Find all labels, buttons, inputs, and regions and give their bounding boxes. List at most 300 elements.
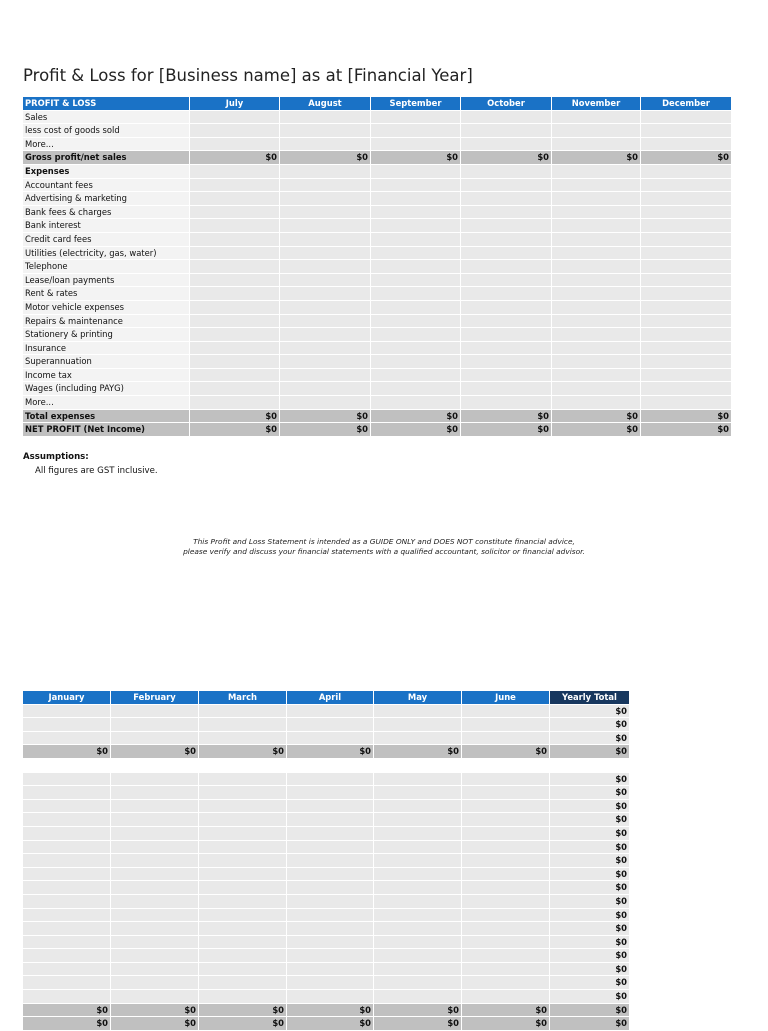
value-cell[interactable]: $0 [462, 745, 550, 759]
month-header: November [552, 97, 641, 111]
value-cell[interactable] [641, 328, 732, 342]
value-cell[interactable] [552, 137, 641, 151]
value-cell[interactable] [280, 110, 371, 124]
value-cell[interactable]: $0 [461, 409, 552, 423]
value-cell[interactable] [190, 328, 280, 342]
value-cell[interactable]: $0 [371, 151, 461, 165]
value-cell[interactable] [462, 772, 550, 786]
value-cell[interactable] [23, 949, 111, 963]
value-cell[interactable] [190, 382, 280, 396]
value-cell[interactable] [552, 382, 641, 396]
value-cell[interactable] [280, 355, 371, 369]
value-cell[interactable] [641, 164, 732, 178]
value-cell[interactable] [23, 731, 111, 745]
value-cell[interactable]: $0 [371, 423, 461, 437]
value-cell[interactable] [462, 854, 550, 868]
value-cell[interactable]: $0 [190, 423, 280, 437]
value-cell[interactable] [552, 260, 641, 274]
value-cell[interactable]: $0 [287, 745, 374, 759]
value-cell[interactable]: $0 [190, 409, 280, 423]
value-cell[interactable] [190, 300, 280, 314]
value-cell[interactable] [287, 799, 374, 813]
table-row [23, 260, 732, 274]
value-cell[interactable] [552, 246, 641, 260]
value-cell[interactable] [199, 894, 287, 908]
value-cell[interactable] [462, 935, 550, 949]
table-row [23, 908, 630, 922]
value-cell[interactable] [23, 881, 111, 895]
value-cell[interactable] [462, 908, 550, 922]
value-cell[interactable]: $0 [461, 423, 552, 437]
value-cell[interactable] [371, 341, 461, 355]
value-cell[interactable] [111, 786, 199, 800]
value-cell[interactable] [111, 962, 199, 976]
value-cell[interactable] [280, 273, 371, 287]
value-cell[interactable] [461, 314, 552, 328]
value-cell[interactable]: $0 [199, 1017, 287, 1031]
value-cell[interactable] [461, 110, 552, 124]
value-cell[interactable] [374, 935, 462, 949]
value-cell[interactable] [287, 990, 374, 1004]
value-cell[interactable] [461, 192, 552, 206]
value-cell[interactable] [552, 368, 641, 382]
value-cell[interactable] [371, 192, 461, 206]
value-cell[interactable] [280, 382, 371, 396]
month-header: April [287, 691, 374, 705]
value-cell[interactable] [552, 396, 641, 410]
value-cell[interactable]: $0 [287, 1003, 374, 1017]
value-cell[interactable] [461, 300, 552, 314]
value-cell[interactable] [199, 772, 287, 786]
value-cell[interactable] [374, 990, 462, 1004]
value-cell[interactable] [371, 178, 461, 192]
value-cell[interactable]: $0 [111, 1003, 199, 1017]
value-cell[interactable] [111, 935, 199, 949]
value-cell[interactable] [199, 922, 287, 936]
value-cell[interactable] [461, 205, 552, 219]
value-cell[interactable] [287, 922, 374, 936]
value-cell[interactable] [371, 300, 461, 314]
value-cell[interactable] [280, 164, 371, 178]
value-cell[interactable] [371, 260, 461, 274]
value-cell[interactable] [280, 192, 371, 206]
value-cell[interactable] [461, 164, 552, 178]
value-cell[interactable]: $0 [461, 151, 552, 165]
value-cell[interactable] [23, 922, 111, 936]
value-cell[interactable] [461, 137, 552, 151]
value-cell[interactable] [199, 840, 287, 854]
yearly-total-cell [550, 758, 630, 772]
value-cell[interactable] [287, 881, 374, 895]
value-cell[interactable] [371, 328, 461, 342]
value-cell[interactable]: $0 [111, 745, 199, 759]
value-cell[interactable] [23, 786, 111, 800]
value-cell[interactable] [23, 840, 111, 854]
value-cell[interactable] [190, 164, 280, 178]
value-cell[interactable]: $0 [641, 151, 732, 165]
yearly-total-cell: $0 [550, 813, 630, 827]
value-cell[interactable] [199, 704, 287, 718]
value-cell[interactable] [641, 192, 732, 206]
value-cell[interactable] [287, 704, 374, 718]
value-cell[interactable] [199, 731, 287, 745]
value-cell[interactable] [23, 894, 111, 908]
value-cell[interactable] [641, 232, 732, 246]
value-cell[interactable] [23, 990, 111, 1004]
table-header-row [23, 691, 630, 705]
value-cell[interactable] [199, 990, 287, 1004]
value-cell[interactable] [371, 219, 461, 233]
value-cell[interactable] [280, 124, 371, 138]
value-cell[interactable] [111, 772, 199, 786]
value-cell[interactable] [641, 110, 732, 124]
value-cell[interactable] [280, 328, 371, 342]
value-cell[interactable] [199, 799, 287, 813]
value-cell[interactable] [462, 990, 550, 1004]
value-cell[interactable] [190, 219, 280, 233]
value-cell[interactable] [287, 731, 374, 745]
value-cell[interactable] [280, 368, 371, 382]
value-cell[interactable] [190, 368, 280, 382]
value-cell[interactable] [552, 355, 641, 369]
value-cell[interactable] [371, 164, 461, 178]
value-cell[interactable]: $0 [23, 1003, 111, 1017]
value-cell[interactable] [461, 219, 552, 233]
value-cell[interactable] [641, 246, 732, 260]
value-cell[interactable] [111, 731, 199, 745]
value-cell[interactable] [190, 124, 280, 138]
value-cell[interactable] [461, 273, 552, 287]
value-cell[interactable] [641, 178, 732, 192]
value-cell[interactable]: $0 [374, 1017, 462, 1031]
value-cell[interactable]: $0 [287, 1017, 374, 1031]
value-cell[interactable] [287, 758, 374, 772]
value-cell[interactable]: $0 [552, 409, 641, 423]
value-cell[interactable] [371, 382, 461, 396]
value-cell[interactable] [462, 786, 550, 800]
value-cell[interactable] [199, 949, 287, 963]
value-cell[interactable] [190, 273, 280, 287]
value-cell[interactable] [461, 368, 552, 382]
value-cell[interactable]: $0 [190, 151, 280, 165]
value-cell[interactable] [23, 867, 111, 881]
value-cell[interactable] [199, 854, 287, 868]
value-cell[interactable] [287, 935, 374, 949]
value-cell[interactable] [374, 813, 462, 827]
value-cell[interactable] [111, 881, 199, 895]
value-cell[interactable] [199, 826, 287, 840]
value-cell[interactable] [111, 718, 199, 732]
value-cell[interactable] [280, 232, 371, 246]
value-cell[interactable] [374, 731, 462, 745]
value-cell[interactable] [461, 124, 552, 138]
value-cell[interactable] [461, 178, 552, 192]
value-cell[interactable] [111, 704, 199, 718]
value-cell[interactable]: $0 [111, 1017, 199, 1031]
value-cell[interactable] [641, 355, 732, 369]
value-cell[interactable] [462, 867, 550, 881]
value-cell[interactable] [641, 314, 732, 328]
value-cell[interactable] [462, 813, 550, 827]
value-cell[interactable] [461, 287, 552, 301]
value-cell[interactable] [190, 314, 280, 328]
value-cell[interactable] [111, 976, 199, 990]
value-cell[interactable] [371, 232, 461, 246]
value-cell[interactable] [111, 922, 199, 936]
value-cell[interactable] [371, 355, 461, 369]
value-cell[interactable] [287, 867, 374, 881]
value-cell[interactable] [287, 813, 374, 827]
value-cell[interactable] [23, 718, 111, 732]
value-cell[interactable] [374, 772, 462, 786]
value-cell[interactable] [199, 935, 287, 949]
value-cell[interactable] [374, 867, 462, 881]
value-cell[interactable] [111, 894, 199, 908]
value-cell[interactable] [111, 840, 199, 854]
value-cell[interactable] [462, 962, 550, 976]
value-cell[interactable] [287, 786, 374, 800]
value-cell[interactable] [462, 731, 550, 745]
value-cell[interactable] [371, 124, 461, 138]
value-cell[interactable] [552, 287, 641, 301]
value-cell[interactable] [371, 287, 461, 301]
value-cell[interactable] [371, 205, 461, 219]
value-cell[interactable] [641, 219, 732, 233]
value-cell[interactable] [462, 718, 550, 732]
value-cell[interactable] [374, 962, 462, 976]
value-cell[interactable]: $0 [23, 745, 111, 759]
value-cell[interactable] [371, 314, 461, 328]
value-cell[interactable] [111, 813, 199, 827]
value-cell[interactable] [287, 772, 374, 786]
value-cell[interactable] [462, 758, 550, 772]
value-cell[interactable] [280, 396, 371, 410]
value-cell[interactable] [280, 341, 371, 355]
table-row [23, 219, 732, 233]
value-cell[interactable] [461, 232, 552, 246]
value-cell[interactable] [190, 396, 280, 410]
value-cell[interactable] [371, 368, 461, 382]
value-cell[interactable] [111, 949, 199, 963]
value-cell[interactable] [641, 260, 732, 274]
value-cell[interactable] [461, 341, 552, 355]
value-cell[interactable] [199, 813, 287, 827]
value-cell[interactable] [287, 976, 374, 990]
value-cell[interactable] [199, 718, 287, 732]
value-cell[interactable] [190, 110, 280, 124]
value-cell[interactable] [23, 976, 111, 990]
value-cell[interactable]: $0 [280, 409, 371, 423]
value-cell[interactable] [641, 137, 732, 151]
value-cell[interactable] [374, 704, 462, 718]
value-cell[interactable] [111, 867, 199, 881]
value-cell[interactable] [461, 355, 552, 369]
value-cell[interactable] [552, 300, 641, 314]
value-cell[interactable] [199, 758, 287, 772]
value-cell[interactable] [462, 922, 550, 936]
value-cell[interactable] [199, 908, 287, 922]
value-cell[interactable] [111, 908, 199, 922]
value-cell[interactable]: $0 [552, 423, 641, 437]
value-cell[interactable] [280, 314, 371, 328]
value-cell[interactable] [287, 718, 374, 732]
value-cell[interactable] [199, 786, 287, 800]
value-cell[interactable] [462, 976, 550, 990]
value-cell[interactable] [371, 137, 461, 151]
value-cell[interactable] [374, 922, 462, 936]
value-cell[interactable]: $0 [374, 745, 462, 759]
value-cell[interactable] [280, 178, 371, 192]
value-cell[interactable] [287, 854, 374, 868]
value-cell[interactable] [552, 314, 641, 328]
value-cell[interactable] [23, 908, 111, 922]
value-cell[interactable] [199, 881, 287, 895]
value-cell[interactable] [280, 205, 371, 219]
value-cell[interactable]: $0 [462, 1003, 550, 1017]
value-cell[interactable]: $0 [641, 409, 732, 423]
value-cell[interactable] [462, 704, 550, 718]
value-cell[interactable] [374, 786, 462, 800]
value-cell[interactable] [371, 246, 461, 260]
value-cell[interactable] [374, 718, 462, 732]
value-cell[interactable] [462, 840, 550, 854]
value-cell[interactable] [190, 137, 280, 151]
value-cell[interactable] [641, 273, 732, 287]
value-cell[interactable] [641, 287, 732, 301]
value-cell[interactable]: $0 [462, 1017, 550, 1031]
value-cell[interactable] [552, 219, 641, 233]
value-cell[interactable] [111, 990, 199, 1004]
value-cell[interactable] [23, 758, 111, 772]
value-cell[interactable] [374, 758, 462, 772]
value-cell[interactable] [280, 219, 371, 233]
value-cell[interactable] [552, 110, 641, 124]
value-cell[interactable]: $0 [641, 423, 732, 437]
value-cell[interactable] [280, 246, 371, 260]
value-cell[interactable] [552, 205, 641, 219]
value-cell[interactable] [190, 232, 280, 246]
value-cell[interactable] [111, 758, 199, 772]
value-cell[interactable] [552, 273, 641, 287]
value-cell[interactable] [462, 949, 550, 963]
value-cell[interactable] [287, 908, 374, 922]
value-cell[interactable] [23, 826, 111, 840]
table-row [23, 314, 732, 328]
value-cell[interactable] [190, 205, 280, 219]
value-cell[interactable] [552, 164, 641, 178]
value-cell[interactable] [111, 826, 199, 840]
value-cell[interactable] [462, 894, 550, 908]
value-cell[interactable] [374, 908, 462, 922]
value-cell[interactable] [374, 854, 462, 868]
value-cell[interactable]: $0 [199, 1003, 287, 1017]
value-cell[interactable]: $0 [371, 409, 461, 423]
value-cell[interactable] [280, 137, 371, 151]
value-cell[interactable] [190, 246, 280, 260]
value-cell[interactable] [461, 246, 552, 260]
table-row [23, 935, 630, 949]
value-cell[interactable] [461, 382, 552, 396]
value-cell[interactable] [641, 205, 732, 219]
value-cell[interactable] [374, 881, 462, 895]
value-cell[interactable] [641, 396, 732, 410]
value-cell[interactable]: $0 [374, 1003, 462, 1017]
value-cell[interactable] [374, 826, 462, 840]
value-cell[interactable] [641, 368, 732, 382]
value-cell[interactable] [462, 881, 550, 895]
value-cell[interactable] [190, 341, 280, 355]
value-cell[interactable] [199, 962, 287, 976]
value-cell[interactable] [280, 260, 371, 274]
value-cell[interactable] [552, 178, 641, 192]
value-cell[interactable] [552, 192, 641, 206]
value-cell[interactable] [641, 341, 732, 355]
value-cell[interactable]: $0 [552, 151, 641, 165]
value-cell[interactable] [641, 382, 732, 396]
value-cell[interactable] [23, 962, 111, 976]
value-cell[interactable] [280, 300, 371, 314]
value-cell[interactable]: $0 [199, 745, 287, 759]
value-cell[interactable] [190, 192, 280, 206]
value-cell[interactable] [23, 935, 111, 949]
value-cell[interactable] [462, 826, 550, 840]
value-cell[interactable] [371, 110, 461, 124]
value-cell[interactable] [190, 178, 280, 192]
value-cell[interactable] [287, 840, 374, 854]
value-cell[interactable] [190, 355, 280, 369]
value-cell[interactable] [287, 894, 374, 908]
value-cell[interactable] [287, 949, 374, 963]
value-cell[interactable] [374, 976, 462, 990]
value-cell[interactable] [552, 124, 641, 138]
value-cell[interactable] [552, 341, 641, 355]
value-cell[interactable] [190, 287, 280, 301]
value-cell[interactable] [462, 799, 550, 813]
value-cell[interactable] [371, 273, 461, 287]
value-cell[interactable] [111, 799, 199, 813]
value-cell[interactable] [23, 813, 111, 827]
value-cell[interactable] [23, 854, 111, 868]
value-cell[interactable] [23, 799, 111, 813]
value-cell[interactable] [461, 396, 552, 410]
value-cell[interactable] [374, 894, 462, 908]
value-cell[interactable]: $0 [280, 423, 371, 437]
value-cell[interactable]: $0 [23, 1017, 111, 1031]
value-cell[interactable] [461, 328, 552, 342]
value-cell[interactable] [190, 260, 280, 274]
value-cell[interactable] [199, 867, 287, 881]
value-cell[interactable] [287, 962, 374, 976]
value-cell[interactable] [23, 772, 111, 786]
value-cell[interactable] [111, 854, 199, 868]
value-cell[interactable]: $0 [280, 151, 371, 165]
value-cell[interactable] [374, 949, 462, 963]
value-cell[interactable] [280, 287, 371, 301]
value-cell[interactable] [374, 799, 462, 813]
value-cell[interactable] [374, 840, 462, 854]
yearly-total-cell: $0 [550, 1003, 630, 1017]
value-cell[interactable] [287, 826, 374, 840]
value-cell[interactable] [461, 260, 552, 274]
value-cell[interactable] [552, 328, 641, 342]
value-cell[interactable] [371, 396, 461, 410]
table-row [23, 124, 732, 138]
value-cell[interactable] [23, 704, 111, 718]
value-cell[interactable] [199, 976, 287, 990]
value-cell[interactable] [552, 232, 641, 246]
value-cell[interactable] [641, 300, 732, 314]
value-cell[interactable] [641, 124, 732, 138]
